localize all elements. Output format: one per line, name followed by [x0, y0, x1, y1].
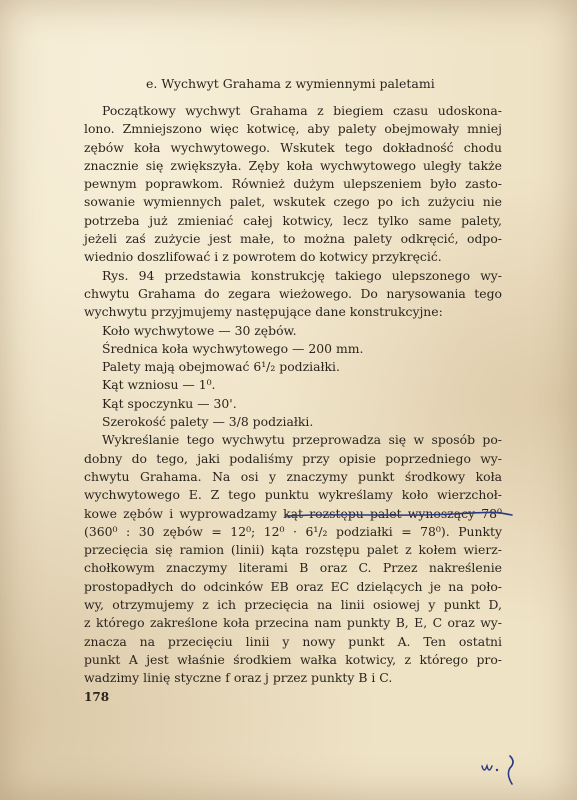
text-line: kowe zębów i wyprowadzamy kąt rozstępu palet wynoszący 78⁰ [84, 505, 502, 521]
spec-item: Kąt wzniosu — 1⁰. [102, 377, 216, 393]
spec-item: Koło wychwytowe — 30 zębów. [102, 322, 297, 338]
text-line: przecięcia się ramion (linii) kąta rozstępu palet z kołem wierz- [84, 542, 502, 558]
text-line: Początkowy wychwyt Grahama z biegiem czasu udoskona- [102, 103, 502, 118]
spec-item: Szerokość palety — 3/8 podziałki. [102, 414, 314, 430]
text-line: znacza na przecięciu linii y nowy punkt A. Ten ostatni [84, 633, 502, 649]
text-line: dobny do tego, jaki podaliśmy przy opisie poprzedniego wy- [84, 450, 502, 466]
text-line: wadzimy linię styczne f oraz j przez punkty B i C. [84, 670, 393, 686]
section-heading: e. Wychwyt Grahama z wymiennymi paletami [146, 76, 435, 91]
text-line: potrzeba już zmieniać całej kotwicy, lecz tylko same palety, [84, 212, 502, 228]
text-line: pewnym poprawkom. Również dużym ulepszeniem było zasto- [84, 176, 502, 192]
text-line: Wykreślanie tego wychwytu przeprowadza się w sposób po- [102, 432, 502, 448]
pen-underline-mark [284, 510, 514, 520]
text-line: Rys. 94 przedstawia konstrukcję takiego ulepszonego wy- [102, 267, 502, 283]
text-line: wychwytowego E. Z tego punktu wykreślamy koło wierzchoł- [84, 487, 502, 503]
text-line: chołkowym znaczymy literami B oraz C. Przez nakreślenie [84, 560, 502, 576]
spec-item: Średnica koła wychwytowego — 200 mm. [102, 340, 364, 356]
text-line: z którego zakreślone koła przecina nam punkty B, E, C oraz wy- [84, 615, 502, 631]
spec-item: Kąt spoczynku — 30'. [102, 395, 237, 411]
body-text [84, 102, 502, 688]
text-line: chwytu Grahama. Na osi y znaczymy punkt środkowy koła [84, 468, 502, 484]
text-line: lono. Zmniejszono więc kotwicę, aby palety obejmowały mniej [84, 121, 502, 137]
text-line: (360⁰ : 30 zębów = 12⁰; 12⁰ · 6¹/₂ podziałki = 78⁰). Punkty [84, 523, 502, 539]
text-line: punkt A jest właśnie środkiem wałka kotwicy, z którego pro- [84, 651, 502, 667]
text-line: sowanie wymiennych palet, wskutek czego po ich zużyciu nie [84, 194, 502, 210]
handwritten-note-mark [478, 752, 528, 788]
text-line: wy, otrzymujemy z ich przecięcia na linii osiowej y punkt D, [84, 597, 502, 613]
text-line: jeżeli zaś zużycie jest małe, to można palety odkręcić, odpo- [84, 231, 502, 247]
text-line: wiednio doszlifować i z powrotem do kotwicy przykręcić. [84, 249, 442, 265]
spec-item: Palety mają obejmować 6¹/₂ podziałki. [102, 359, 340, 375]
page-number: 178 [84, 690, 110, 704]
text-line: zębów koła wychwytowego. Wskutek tego dokładność chodu [84, 139, 502, 155]
text-line: chwytu Grahama do zegara wieżowego. Do narysowania tego [84, 285, 502, 301]
text-line: wychwytu przyjmujemy następujące dane konstrukcyjne: [84, 304, 443, 320]
text-line: znacznie się zwiększyła. Zęby koła wychwytowego uległy także [84, 157, 502, 173]
text-line: prostopadłych do odcinków EB oraz EC dzielących je na poło- [84, 578, 502, 594]
